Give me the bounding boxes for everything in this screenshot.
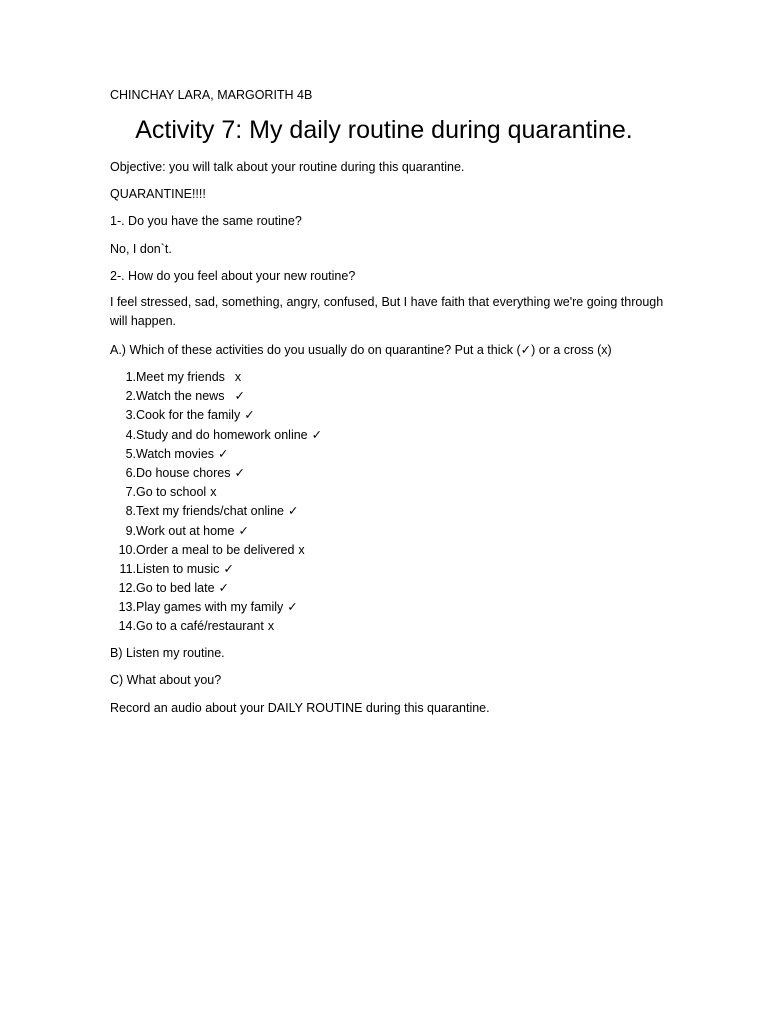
list-item-text: Listen to music	[136, 561, 220, 576]
list-item	[110, 387, 245, 406]
activities-list	[110, 368, 323, 637]
question-2: 2-. How do you feel about your new routine?	[110, 269, 356, 283]
check-mark: ✓	[218, 446, 229, 461]
check-mark: ✓	[238, 523, 249, 538]
list-item-text: Study and do homework online	[136, 427, 308, 442]
list-item	[110, 406, 255, 425]
check-mark: ✓	[218, 581, 230, 596]
list-item-number: 1.	[125, 370, 136, 384]
list-item-text: Watch the news	[136, 389, 225, 404]
list-item	[110, 483, 217, 502]
cross-mark: x	[298, 542, 305, 557]
student-name-line: CHINCHAY LARA, MARGORITH 4B	[110, 88, 313, 102]
check-mark: ✓	[287, 600, 298, 615]
list-item	[110, 445, 229, 464]
quarantine-heading: QUARANTINE!!!!	[110, 187, 206, 201]
list-item-text: Go to a café/restaurant	[136, 619, 264, 634]
check-mark: ✓	[244, 408, 255, 423]
check-mark: ✓	[234, 465, 245, 480]
list-item-number: 6.	[125, 465, 136, 480]
list-item-number: 4.	[125, 427, 136, 442]
list-item-text: Cook for the family	[136, 408, 241, 423]
check-mark: ✓	[311, 427, 323, 442]
list-item	[110, 522, 249, 541]
section-a-instructions: A.) Which of these activities do you usually do on quarantine? Put a thick (✓) or a cross (x)	[110, 343, 612, 357]
list-item-number: 9.	[125, 523, 136, 538]
check-mark: ✓	[288, 504, 299, 519]
list-item-number: 11.	[119, 561, 136, 576]
page-title: Activity 7: My daily routine during quarantine.	[135, 116, 633, 144]
list-item-number: 14.	[118, 619, 136, 634]
check-mark: ✓	[234, 389, 245, 404]
list-item	[110, 464, 245, 483]
list-item-number: 3.	[125, 408, 136, 423]
list-item-number: 10.	[118, 542, 136, 557]
list-item-number: 5.	[125, 446, 136, 461]
list-item	[110, 502, 299, 521]
list-item-text: Text my friends/chat online	[136, 504, 284, 519]
section-b-text: B) Listen my routine.	[110, 646, 225, 660]
list-item-text: Do house chores	[136, 465, 231, 480]
objective-text: Objective: you will talk about your routine during this quarantine.	[110, 160, 465, 174]
list-item-text: Go to school	[136, 485, 207, 500]
list-item	[110, 541, 305, 560]
list-item-text: Play games with my family	[136, 600, 284, 615]
list-item	[110, 579, 230, 598]
list-item-text: Order a meal to be delivered	[136, 542, 295, 557]
cross-mark: x	[267, 619, 275, 634]
cross-mark: x	[210, 485, 217, 500]
list-item-number: 8.	[125, 504, 136, 519]
list-item-number: 7.	[125, 485, 136, 500]
record-instruction: Record an audio about your DAILY ROUTINE during this quarantine.	[110, 701, 490, 715]
check-mark: ✓	[223, 561, 234, 576]
list-item-number: 13.	[118, 600, 136, 615]
list-item-text: Work out at home	[136, 523, 235, 538]
list-item	[110, 368, 242, 387]
list-item-text: Go to bed late	[136, 581, 215, 596]
answer-1: No, I don`t.	[110, 242, 172, 256]
list-item-text: Watch movies	[136, 446, 215, 461]
list-item-text: Meet my friends	[136, 370, 225, 384]
list-item	[110, 426, 323, 445]
list-item-number: 12.	[118, 581, 136, 596]
cross-mark: x	[234, 370, 242, 384]
question-1: 1-. Do you have the same routine?	[110, 214, 302, 228]
list-item	[110, 560, 234, 579]
section-c-text: C) What about you?	[110, 673, 222, 687]
list-item-number: 2.	[125, 389, 136, 404]
list-item	[110, 598, 298, 617]
answer-2: I feel stressed, sad, something, angry, confused, But I have faith that everything we're going through will happen.	[110, 295, 664, 328]
list-item	[110, 617, 275, 636]
